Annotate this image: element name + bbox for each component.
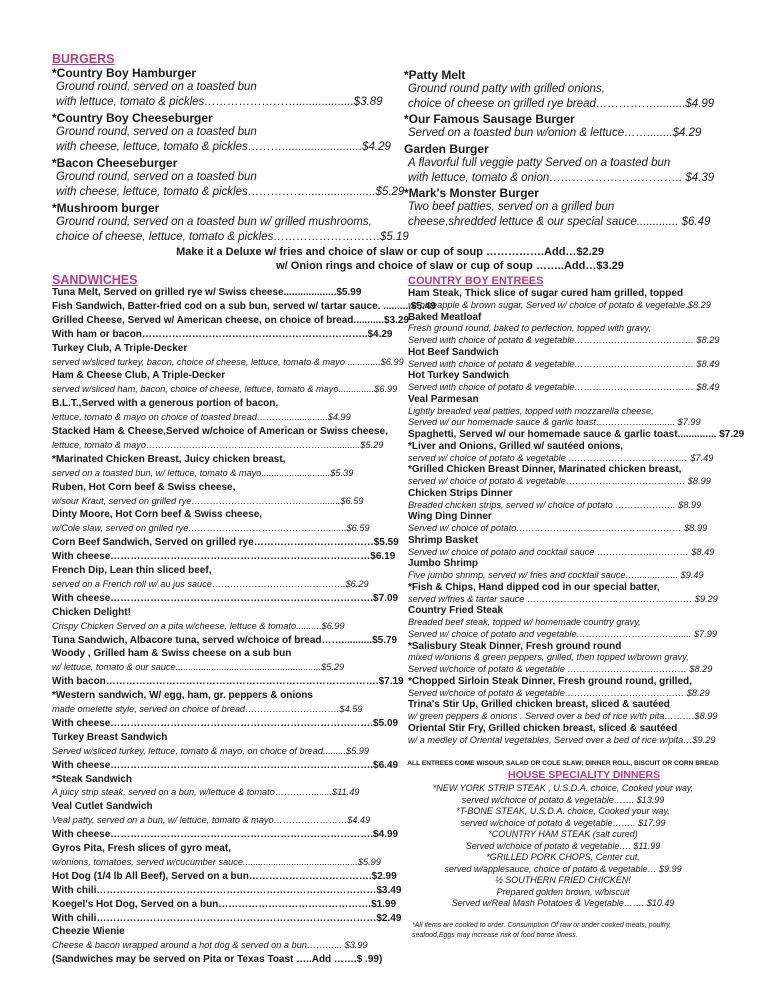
menu-item-description: served w/ choice of potato & vegetable ………………………………… $7.49 (408, 452, 714, 463)
sandwiches-column (52, 287, 436, 977)
menu-item-description: Lightly breaded veal patties, topped with mozzarella cheese, (408, 405, 654, 416)
menu-item-name: *Salisbury Steak Dinner, Fresh ground round (408, 640, 622, 652)
menu-item-description: cheese,shredded lettuce & our special sauce............. $6.49 (408, 216, 711, 228)
menu-item-name: Fish Sandwich, Batter-fried cod on a sub bun, served w/ tartar sauce. ..........$5.49 (52, 300, 436, 312)
menu-item-description: w/sour Kraut, served on grilled rye……………………………………........$6.59 (52, 495, 364, 506)
menu-item-name: Baked Meatloaf (408, 311, 482, 323)
specialty-line: *T-BONE STEAK, U.S.D.A. choice, Cooked your way, (456, 806, 670, 816)
menu-item-name: Shrimp Basket (408, 534, 479, 546)
menu-item-description: lettuce, tomato & mayo on choice of toasted bread……….................$4.99 (52, 412, 351, 423)
menu-item-name: With cheese…………………………………………………………………….$7.09 (52, 592, 399, 604)
menu-item-name: Veal Parmesan (408, 393, 479, 405)
entrees-note: ALL ENTREES COME W/SOUP, SALAD OR COLE SLAW; DINNER ROLL, BISCUIT OR CORN BREAD (407, 760, 719, 767)
disclaimer-line: *All items are cooked to order. Consumption Of raw or under cooked meats, poultry, (412, 922, 672, 929)
menu-item-description: Served w/sliced turkey, lettuce, tomato & mayo, on choice of bread.........$5.99 (52, 745, 369, 756)
menu-item-description: Served w/ choice of potato and cocktail sauce ………………………… $8.49 (408, 546, 715, 557)
menu-item-name: Jumbo Shrimp (408, 558, 479, 570)
menu-item-description: Ground round, served on a toasted bun (56, 171, 257, 183)
menu-item-description: Served w/choice of potato & vegetable………………………………… $8.29 (408, 687, 710, 698)
menu-item-name: *Country Boy Cheeseburger (52, 111, 213, 125)
menu-item-name: With bacon……………………………………………………………………….$7.19 (52, 676, 404, 688)
menu-item-description: with cheese, lettuce, tomato & pickles……………......................$5.29 (56, 186, 405, 198)
specialty-line: served w/choice of potato & vegetable……. $13.99 (461, 794, 665, 805)
menu-item-description: A juicy strip steak, served on a bun, w/lettuce & tomato…………........$11.49 (52, 787, 360, 798)
menu-item-name: Stacked Ham & Cheese,Served w/choice of American or Swiss cheese, (52, 426, 388, 437)
menu-item-description: Served w/ choice of potato and vegetable…………………………......... $7.99 (408, 628, 717, 639)
menu-item-description: served w/fries & tartar sauce ……………………………………………… $9.29 (408, 593, 718, 604)
entrees-column (408, 288, 745, 758)
menu-item-description: Served w/ our homemade sauce & garlic toast……………............. $7.99 (408, 417, 701, 428)
menu-item-description: choice of cheese on grilled rye bread……………..........$4.99 (408, 97, 715, 110)
menu-item-name: Trina's Stir Up, Grilled chicken breast, sliced & sautéed (408, 699, 670, 711)
menu-item-description: served w/sliced ham, bacon, choice of cheese, lettuce, tomato & mayo..............$6.99 (52, 384, 398, 395)
burgers-left-column (52, 66, 409, 246)
menu-item-name: Gyros Pita, Fresh slices of gyro meat, (52, 843, 231, 854)
menu-item-name: Turkey Club, A Triple-Decker (52, 342, 188, 354)
menu-item-name: *Western sandwich, W/ egg, ham, gr. peppers & onions (52, 690, 313, 702)
specialty-line: Prepared golden brown, w/biscuit (496, 886, 630, 897)
menu-item-name: With cheese……………………………………………………………………$6.19 (52, 551, 396, 563)
specialty-line: *GRILLED PORK CHOPS, Center cut, (486, 852, 640, 862)
menu-item-name: Wing Ding Dinner (408, 511, 492, 523)
menu-item-name: With chili…………………………………………………………………………$3.49 (52, 884, 402, 896)
specialty-line: *NEW YORK STRIP STEAK , U.S.D.A. choice, Cooked your way, (432, 783, 694, 793)
menu-item-name: With cheese…………………………………………………………………….$5.09 (52, 717, 399, 729)
specialty-line: ½ SOUTHERN FRIED CHICKEN! (495, 875, 631, 885)
specialty-line: served w/choice of potato & vegetable…….. $17.99 (460, 817, 666, 828)
section-title-entrees: COUNTRY BOY ENTREES (408, 275, 544, 287)
menu-item-description: Breaded chicken strips, served w/ choice of potato ……………….. $8.99 (408, 499, 702, 510)
specialty-line: *COUNTRY HAM STEAK (salt cured) (488, 829, 638, 839)
menu-item-description: Served with choice of potato & vegetable………………………………… $8.49 (408, 382, 720, 392)
menu-item-description: Crispy Chicken Served on a pita w/cheese, lettuce & tomato..........$6.99 (52, 620, 345, 631)
menu-item-description: choice of cheese, lettuce, tomato & pickles……………………….$5.19 (56, 231, 409, 243)
deluxe-line: Make it a Deluxe w/ fries and choice of slaw or cup of soup …………….Add…$2.29 (176, 246, 604, 258)
menu-item-name: Veal Cutlet Sandwich (52, 801, 153, 813)
menu-item-description: A flavorful full veggie patty Served on a toasted bun (408, 156, 671, 169)
specialty-line: served w/applesauce, choice of potato & vegetable… $9.99 (444, 863, 682, 874)
menu-item-description: Ground round, served on a toasted bun (56, 81, 257, 93)
menu-item-name: Ham & Cheese Club, A Triple-Decker (52, 370, 226, 382)
menu-item-name: Country Fried Steak (408, 605, 504, 617)
menu-item-description: Two beef patties, served on a grilled bun (408, 201, 615, 214)
menu-item-description: w/ lettuce, tomato & our sauce.........................................................$5.29 (52, 662, 345, 673)
menu-item-description: w/onions, tomatoes, served w/cucumber sauce.............................................$5.99 (52, 856, 381, 867)
menu-item-description: Ground round, served on a toasted bun (56, 126, 257, 138)
menu-item-description: Ground round, served on a toasted bun w/ grilled mushrooms, (56, 216, 372, 228)
menu-item-name: *Our Famous Sausage Burger (404, 112, 575, 127)
section-title-house-specialty: HOUSE SPECIALITY DINNERS (508, 769, 661, 781)
menu-item-name: Chicken Delight! (52, 606, 131, 618)
menu-item-description: with lettuce, tomato & onion…………………………….. $4.39 (408, 171, 715, 184)
menu-item-description: Served on a toasted bun w/onion & lettuce……........$4.29 (408, 127, 702, 140)
menu-item-name: *Marinated Chicken Breast, Juicy chicken breast, (52, 453, 286, 465)
menu-item-description: Served with choice of potato & vegetable………………………………… $8.29 (408, 335, 720, 345)
menu-item-description: Served w/ choice of potato……………………………………………… $8.99 (408, 523, 708, 533)
menu-item-name: Ruben, Hot Corn beef & Swiss cheese, (52, 481, 236, 493)
menu-item-name: *Patty Melt (404, 68, 466, 82)
menu-item-description: Fresh ground round, baked to perfection, topped with gravy, (408, 323, 651, 334)
specialty-line: Served w/Real Mash Potatoes & Vegetable……. $10.49 (451, 898, 675, 908)
menu-item-name: French Dip, Lean thin sliced beef, (52, 565, 212, 576)
menu-item-description: w/ green peppers & onions . Served over a bed of rice w/th pita……….$8.99 (408, 711, 718, 721)
menu-item-name: Grilled Cheese, Served w/ American cheese, on choice of bread...........$3.29 (52, 314, 409, 326)
menu-item-name: Hot Beef Sandwich (408, 346, 499, 358)
menu-item-description: with cheese, lettuce, tomato & pickles……….........................$4.29 (56, 141, 391, 153)
specialty-list (404, 783, 722, 908)
section-title-burgers: BURGERS (52, 52, 115, 66)
menu-item-description: lettuce, tomato & mayo……………………………………………………............$5.29 (52, 439, 384, 450)
menu-item-description: served w/ choice of potato & vegetable………………………………… $8.99 (408, 476, 711, 486)
disclaimer (412, 921, 722, 941)
menu-item-name: Hot Turkey Sandwich (408, 370, 509, 382)
menu-item-description: served w/sliced turkey, bacon, choice of cheese, lettuce, tomato & mayo .............$6.99 (52, 356, 404, 367)
menu-item-name: With ham or bacon…………………………………………………………..$4.29 (52, 328, 393, 340)
menu-item-name: *Mark's Monster Burger (404, 186, 539, 201)
menu-item-name: Hot Dog (1/4 lb All Beef), Served on a bun……………………………….$2.99 (52, 870, 397, 882)
menu-item-description: w/ pineapple & brown sugar, Served w/ choice of potato & vegetable.$8.29 (408, 299, 711, 310)
section-title-sandwiches: SANDWICHES (52, 273, 138, 287)
menu-item-description: Breaded beef steak, topped w/ homemade country gravy, (408, 617, 641, 627)
menu-item-description: w/Cole slaw, served on grilled rye………………………………………........$6.59 (52, 523, 370, 534)
menu-item-name: Oriental Stir Fry, Grilled chicken breast, sliced & sautéed (408, 722, 678, 734)
menu-item-name: *Steak Sandwich (52, 773, 133, 785)
menu-item-name: *Chopped Sirloin Steak Dinner, Fresh ground round, grilled, (408, 675, 692, 687)
menu-item-description: w/ a medley of Oriental vegetables, Served over a bed of rice w/pita…$9.29 (408, 734, 716, 745)
menu-item-description: Ground round patty with grilled onions, (408, 82, 605, 95)
menu-item-description: Served with choice of potato & vegetable………………………………… $8.49 (408, 358, 720, 369)
menu-item-name: Woody , Grilled ham & Swiss cheese on a sub bun (52, 648, 292, 660)
disclaimer-line: seafood,Eggs may increase risk of food borne illness. (412, 932, 578, 939)
menu-item-description: served on a French roll w/ au jus sauce……………………………………..$6.29 (52, 578, 369, 589)
menu-item-name: With cheese…………………………………………………………………….$4.99 (52, 829, 399, 841)
specialty-line: Served w/choice of potato & vegetable…. $11.99 (465, 840, 661, 851)
menu-item-name: Tuna Sandwich, Albacore tuna, served w/choice of bread……...........$5.79 (52, 634, 398, 646)
menu-item-description: Served w/choice of potato & vegetable ………………………………… $8.29 (408, 664, 713, 674)
menu-item-description: Five jumbo shrimp, served w/ fries and cocktail sauce…................. $9.49 (408, 570, 704, 580)
menu-item-description: Veal patty, served on a bun, w/ lettuce, tomato & mayo……………………$4.49 (52, 815, 371, 826)
menu-item-name: Spaghetti, Served w/ our homemade sauce & garlic toast.............. $7.29 (408, 429, 745, 440)
menu-item-name: *Country Boy Hamburger (52, 66, 197, 80)
menu-item-name: Corn Beef Sandwich, Served on grilled rye………………………………$5.59 (52, 537, 399, 549)
menu-item-name: Chicken Strips Dinner (408, 487, 513, 499)
onion-rings-line: w/ Onion rings and choice of slaw or cup of soup ……..Add…$3.29 (276, 260, 624, 272)
burgers-right-column (404, 68, 726, 238)
menu-item-name: Turkey Breast Sandwich (52, 731, 168, 743)
menu-item-description: with lettuce, tomato & pickles……………………..................$3.89 (56, 96, 383, 108)
menu-item-description: served on a toasted bun, w/ lettuce, tomato & mayo...........................$5.39 (52, 467, 354, 478)
menu-item-name: Garden Burger (404, 142, 489, 156)
menu-item-name: Dinty Moore, Hot Corn beef & Swiss cheese, (52, 509, 263, 521)
menu-item-name: With cheese…………………………………………………………………….$6.49 (52, 759, 399, 771)
menu-item-name: *Liver and Onions, Grilled w/ sautéed onions, (408, 440, 624, 452)
menu-item-description: made omelette style, served on choice of bread………………………….$4.59 (52, 704, 363, 714)
menu-item-name: *Bacon Cheeseburger (52, 156, 178, 170)
menu-item-name: *Mushroom burger (52, 201, 160, 215)
menu-item-name: B.L.T.,Served with a generous portion of bacon, (52, 398, 279, 410)
menu-item-name: Cheezie Wienie (52, 926, 125, 938)
menu-item-name: (Sandwiches may be served on Pita or Texas Toast …..Add …….$ .99) (52, 954, 383, 966)
menu-item-name: With chili…………………………………………………………………………$2.49 (52, 912, 402, 924)
menu-item-description: Cheese & bacon wrapped around a hot dog & served on a bun………... $3.99 (52, 940, 368, 951)
menu-item-name: Ham Steak, Thick slice of sugar cured ham grilled, topped (408, 288, 684, 299)
menu-item-name: *Fish & Chips, Hand dipped cod in our special batter, (408, 581, 660, 593)
menu-item-name: *Grilled Chicken Breast Dinner, Marinated chicken breast, (408, 464, 682, 476)
menu-item-name: Koegel's Hot Dog, Served on a bun……………………………………….$1.99 (52, 898, 397, 910)
menu-item-name: Tuna Melt, Served on grilled rye w/ Swiss cheese...................$5.99 (52, 287, 362, 298)
menu-item-description: mixed w/onions & green peppers, grilled, then topped w/brown gravy, (408, 652, 689, 663)
